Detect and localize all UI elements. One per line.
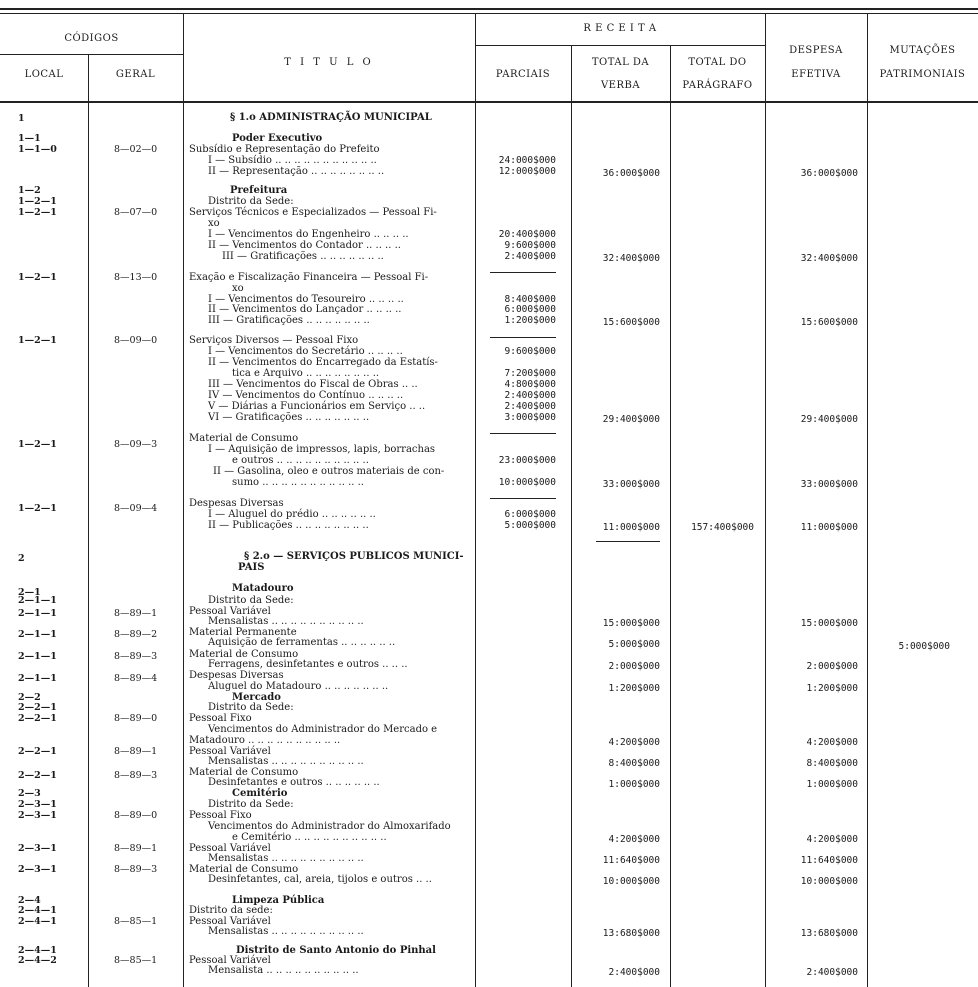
code-geral: 8—89—3 — [114, 864, 158, 875]
header-parciais: PARCIAIS — [495, 69, 551, 80]
value-despesa-efetiva: 29:400$000 — [800, 414, 858, 425]
item-title: I — Aluguel do prédio .. .. .. .. .. .. — [208, 509, 376, 520]
item-title: Mensalista .. .. .. .. .. .. .. .. .. .. — [208, 965, 359, 976]
item-title: e Cemitério .. .. .. .. .. .. .. .. .. .. — [232, 832, 387, 843]
item-title: II — Vencimentos do Contador .. .. .. .. — [208, 240, 401, 251]
value-despesa-efetiva: 10:000$000 — [800, 876, 858, 887]
value-despesa-efetiva: 4:200$000 — [806, 737, 858, 748]
value-despesa-efetiva: 33:000$000 — [800, 479, 858, 490]
top-rule-thin — [0, 13, 978, 14]
item-title: Subsídio e Representação do Prefeito — [189, 144, 380, 155]
code-geral: 8—89—3 — [114, 770, 158, 781]
value-parciais: 8:400$000 — [504, 294, 556, 305]
code-local: 2—1—1 — [18, 595, 57, 606]
code-geral: 8—85—1 — [114, 916, 158, 927]
item-title: Mensalistas .. .. .. .. .. .. .. .. .. .. — [208, 616, 364, 627]
item-title: Serviços Técnicos e Especializados — Pessoal Fi- — [189, 207, 437, 218]
item-title: Pessoal Variável — [189, 606, 271, 617]
value-total-verba: 5:000$000 — [608, 639, 660, 650]
value-total-verba: 15:000$000 — [602, 618, 660, 629]
item-title: Pessoal Fixo — [189, 713, 252, 724]
code-local: 2—1—1 — [18, 673, 57, 684]
value-despesa-efetiva: 1:200$000 — [806, 683, 858, 694]
value-despesa-efetiva: 13:680$000 — [800, 928, 858, 939]
code-local: 2—2—1 — [18, 702, 57, 713]
value-despesa-efetiva: 8:400$000 — [806, 758, 858, 769]
item-title: Pessoal Variável — [189, 843, 271, 854]
top-rule — [0, 8, 978, 10]
value-parciais: 2:400$000 — [504, 401, 556, 412]
item-title: Mensalistas .. .. .. .. .. .. .. .. .. .. — [208, 853, 364, 864]
code-local: 2—4—1 — [18, 905, 57, 916]
subtotal-rule — [490, 433, 556, 434]
value-total-paragrafo: 157:400$000 — [691, 522, 754, 533]
value-total-verba: 1:000$000 — [608, 779, 660, 790]
col-divider-despesa — [867, 13, 868, 987]
value-total-verba: 11:640$000 — [602, 855, 660, 866]
code-local: 2—2—1 — [18, 713, 57, 724]
col-divider-titulo — [475, 13, 476, 987]
value-total-verba: 8:400$000 — [608, 758, 660, 769]
item-title: Exação e Fiscalização Financeira — Pessoal Fi- — [189, 272, 429, 283]
item-title: Poder Executivo — [232, 133, 323, 144]
value-despesa-efetiva: 4:200$000 — [806, 834, 858, 845]
value-parciais: 2:400$000 — [504, 390, 556, 401]
item-title: Prefeitura — [230, 185, 288, 196]
item-title: Distrito da Sede: — [208, 799, 294, 810]
item-title: xo — [232, 283, 244, 294]
item-title: II — Vencimentos do Lançador .. .. .. .. — [208, 304, 402, 315]
item-title: tica e Arquivo .. .. .. .. .. .. .. .. — [232, 368, 380, 379]
value-despesa-efetiva: 11:640$000 — [800, 855, 858, 866]
code-geral: 8—89—4 — [114, 673, 158, 684]
code-local: 1—2—1 — [18, 207, 57, 218]
value-despesa-efetiva: 11:000$000 — [800, 522, 858, 533]
item-title: I — Vencimentos do Secretário .. .. .. .. — [208, 346, 403, 357]
code-geral: 8—89—3 — [114, 651, 158, 662]
header-despesa-1: DESPESA — [789, 45, 843, 56]
code-geral: 8—89—1 — [114, 843, 158, 854]
code-geral: 8—09—4 — [114, 503, 158, 514]
item-title: Mensalistas .. .. .. .. .. .. .. .. .. .. — [208, 756, 364, 767]
item-title: Vencimentos do Administrador do Mercado e — [208, 724, 438, 735]
value-parciais: 7:200$000 — [504, 368, 556, 379]
header-total-paragrafo-1: TOTAL DO — [688, 57, 747, 68]
value-parciais: 5:000$000 — [504, 520, 556, 531]
value-parciais: 6:000$000 — [504, 509, 556, 520]
item-title: xo — [208, 218, 220, 229]
receita-rule — [475, 45, 765, 46]
item-title: Cemitério — [232, 788, 288, 799]
value-total-verba: 32:400$000 — [602, 253, 660, 264]
value-total-verba: 15:600$000 — [602, 317, 660, 328]
code-local: 2 — [18, 553, 25, 564]
item-title: § 2.o — SERVIÇOS PUBLICOS MUNICI- — [244, 551, 464, 562]
item-title: sumo .. .. .. .. .. .. .. .. .. .. .. — [232, 477, 364, 488]
value-despesa-efetiva: 15:000$000 — [800, 618, 858, 629]
code-local: 1—2—1 — [18, 196, 57, 207]
value-parciais: 23:000$000 — [498, 455, 556, 466]
item-title: Material Permanente — [189, 627, 297, 638]
header-mutacoes-2: PATRIMONIAIS — [879, 69, 966, 80]
code-local: 2—3—1 — [18, 864, 57, 875]
item-title: III — Gratificações .. .. .. .. .. .. .. — [222, 251, 384, 262]
header-mutacoes-1: MUTAÇÕES — [889, 45, 956, 56]
value-total-verba: 4:200$000 — [608, 737, 660, 748]
header-local: LOCAL — [24, 69, 64, 80]
col-divider-local — [88, 54, 89, 987]
item-title: I — Vencimentos do Engenheiro .. .. .. .. — [208, 229, 409, 240]
item-title: III — Vencimentos do Fiscal de Obras .. .. — [208, 379, 418, 390]
value-parciais: 10:000$000 — [498, 477, 556, 488]
code-geral: 8—07—0 — [114, 207, 158, 218]
header-bottom-rule — [0, 101, 978, 103]
code-local: 1—1—0 — [18, 144, 57, 155]
item-title: II — Publicações .. .. .. .. .. .. .. .. — [208, 520, 369, 531]
code-geral: 8—89—2 — [114, 629, 158, 640]
value-total-verba: 2:000$000 — [608, 661, 660, 672]
code-geral: 8—02—0 — [114, 144, 158, 155]
item-title: Desinfetantes e outros .. .. .. .. .. .. — [208, 777, 380, 788]
item-title: Despesas Diversas — [189, 498, 284, 509]
subtotal-rule — [490, 272, 556, 273]
item-title: Distrito de Santo Antonio do Pinhal — [236, 945, 436, 956]
value-total-verba: 33:000$000 — [602, 479, 660, 490]
header-geral: GERAL — [115, 69, 156, 80]
code-geral: 8—85—1 — [114, 955, 158, 966]
code-geral: 8—13—0 — [114, 272, 158, 283]
code-local: 1—2—1 — [18, 503, 57, 514]
value-total-verba: 4:200$000 — [608, 834, 660, 845]
code-local: 2—2—1 — [18, 746, 57, 757]
code-local: 1—2 — [18, 185, 41, 196]
item-title: Distrito da Sede: — [208, 196, 294, 207]
subtotal-rule — [490, 337, 556, 338]
header-total-verba-1: TOTAL DA — [591, 57, 650, 68]
value-parciais: 20:400$000 — [498, 229, 556, 240]
value-despesa-efetiva: 32:400$000 — [800, 253, 858, 264]
header-receita: R E C E I T A — [583, 23, 657, 34]
item-title: Material de Consumo — [189, 767, 299, 778]
item-title: III — Gratificações .. .. .. .. .. .. .. — [208, 315, 370, 326]
item-title: Distrito da sede: — [189, 905, 273, 916]
item-title: I — Subsídio .. .. .. .. .. .. .. .. .. .. .. — [208, 155, 377, 166]
value-total-verba: 36:000$000 — [602, 168, 660, 179]
value-parciais: 9:600$000 — [504, 346, 556, 357]
code-local: 2—2—1 — [18, 770, 57, 781]
code-local: 2—1—1 — [18, 629, 57, 640]
item-title: V — Diárias a Funcionários em Serviço .. .. — [208, 401, 426, 412]
item-title: § 1.o ADMINISTRAÇÃO MUNICIPAL — [230, 112, 432, 123]
value-parciais: 9:600$000 — [504, 240, 556, 251]
value-despesa-efetiva: 2:000$000 — [806, 661, 858, 672]
item-title: Vencimentos do Administrador do Almoxarifado — [208, 821, 451, 832]
item-title: II — Gasolina, oleo e outros materiais de con- — [213, 466, 445, 477]
code-local: 2—2 — [18, 692, 41, 703]
value-despesa-efetiva: 2:400$000 — [806, 967, 858, 978]
code-local: 1 — [18, 113, 25, 124]
item-title: II — Vencimentos do Encarregado da Estatís- — [208, 357, 438, 368]
item-title: Aluguel do Matadouro .. .. .. .. .. .. .. — [208, 681, 389, 692]
header-total-paragrafo-2: PARÁGRAFO — [682, 80, 753, 91]
col-divider-paragrafo — [765, 13, 766, 987]
item-title: Pessoal Fixo — [189, 810, 252, 821]
value-despesa-efetiva: 15:600$000 — [800, 317, 858, 328]
code-local: 1—1 — [18, 133, 41, 144]
header-titulo: T I T U L O — [284, 57, 374, 68]
item-title: Desinfetantes, cal, areia, tijolos e outros .. .. — [208, 874, 432, 885]
code-local: 1—2—1 — [18, 439, 57, 450]
item-title: Pessoal Variável — [189, 955, 271, 966]
item-title: Distrito da Sede: — [208, 702, 294, 713]
value-parciais: 4:800$000 — [504, 379, 556, 390]
code-local: 2—4—1 — [18, 916, 57, 927]
value-parciais: 6:000$000 — [504, 304, 556, 315]
code-geral: 8—09—3 — [114, 439, 158, 450]
item-title: Mercado — [232, 692, 281, 703]
item-title: PAIS — [238, 562, 265, 573]
value-parciais: 12:000$000 — [498, 166, 556, 177]
value-parciais: 2:400$000 — [504, 251, 556, 262]
item-title: Matadouro .. .. .. .. .. .. .. .. .. .. — [189, 735, 341, 746]
item-title: I — Aquisição de impressos, lapis, borrachas — [208, 444, 436, 455]
value-parciais: 1:200$000 — [504, 315, 556, 326]
code-geral: 8—09—0 — [114, 335, 158, 346]
value-despesa-efetiva: 36:000$000 — [800, 168, 858, 179]
item-title: Material de Consumo — [189, 864, 299, 875]
item-title: Limpeza Pública — [232, 895, 325, 906]
code-local: 2—1—1 — [18, 608, 57, 619]
item-title: Pessoal Variável — [189, 746, 271, 757]
item-title: II — Representação .. .. .. .. .. .. .. .. — [208, 166, 385, 177]
item-title: Ferragens, desinfetantes e outros .. .. .. — [208, 659, 408, 670]
header-codigos: CÓDIGOS — [64, 33, 119, 44]
col-divider-parciais — [571, 45, 572, 987]
code-geral: 8—89—1 — [114, 746, 158, 757]
value-total-verba: 29:400$000 — [602, 414, 660, 425]
header-despesa-2: EFETIVA — [791, 69, 841, 80]
code-local: 2—4—1 — [18, 945, 57, 956]
value-total-verba: 13:680$000 — [602, 928, 660, 939]
col-divider-geral — [183, 13, 184, 987]
value-total-verba: 11:000$000 — [602, 522, 660, 533]
code-local: 2—4 — [18, 895, 41, 906]
subtotal-rule — [596, 541, 660, 542]
item-title: Material de Consumo — [189, 649, 299, 660]
value-total-verba: 10:000$000 — [602, 876, 660, 887]
item-title: Matadouro — [232, 583, 294, 594]
code-local: 1—2—1 — [18, 335, 57, 346]
code-geral: 8—89—1 — [114, 608, 158, 619]
item-title: Aquisição de ferramentas .. .. .. .. .. .. — [208, 637, 396, 648]
code-local: 2—1 — [18, 587, 41, 598]
code-local: 2—1—1 — [18, 651, 57, 662]
code-local: 2—3 — [18, 788, 41, 799]
item-title: VI — Gratificações .. .. .. .. .. .. .. — [208, 412, 370, 423]
code-local: 2—4—2 — [18, 955, 57, 966]
item-title: Mensalistas .. .. .. .. .. .. .. .. .. .. — [208, 926, 364, 937]
codigos-rule — [0, 54, 183, 55]
value-mutacoes: 5:000$000 — [898, 641, 950, 652]
code-local: 1—2—1 — [18, 272, 57, 283]
code-geral: 8—89—0 — [114, 810, 158, 821]
value-parciais: 3:000$000 — [504, 412, 556, 423]
value-parciais: 24:000$000 — [498, 155, 556, 166]
subtotal-rule — [490, 498, 556, 499]
item-title: e outros .. .. .. .. .. .. .. .. .. .. — [232, 455, 369, 466]
code-local: 2—3—1 — [18, 843, 57, 854]
code-geral: 8—89—0 — [114, 713, 158, 724]
value-total-verba: 2:400$000 — [608, 967, 660, 978]
item-title: Despesas Diversas — [189, 670, 284, 681]
code-local: 2—3—1 — [18, 799, 57, 810]
item-title: Serviços Diversos — Pessoal Fixo — [189, 335, 359, 346]
item-title: Pessoal Variável — [189, 916, 271, 927]
value-despesa-efetiva: 1:000$000 — [806, 779, 858, 790]
value-total-verba: 1:200$000 — [608, 683, 660, 694]
item-title: IV — Vencimentos do Contínuo .. .. .. .. — [208, 390, 404, 401]
col-divider-verba — [670, 45, 671, 987]
item-title: Material de Consumo — [189, 433, 299, 444]
item-title: I — Vencimentos do Tesoureiro .. .. .. .. — [208, 294, 404, 305]
code-local: 2—3—1 — [18, 810, 57, 821]
item-title: Distrito da Sede: — [208, 595, 294, 606]
header-total-verba-2: VERBA — [600, 80, 641, 91]
